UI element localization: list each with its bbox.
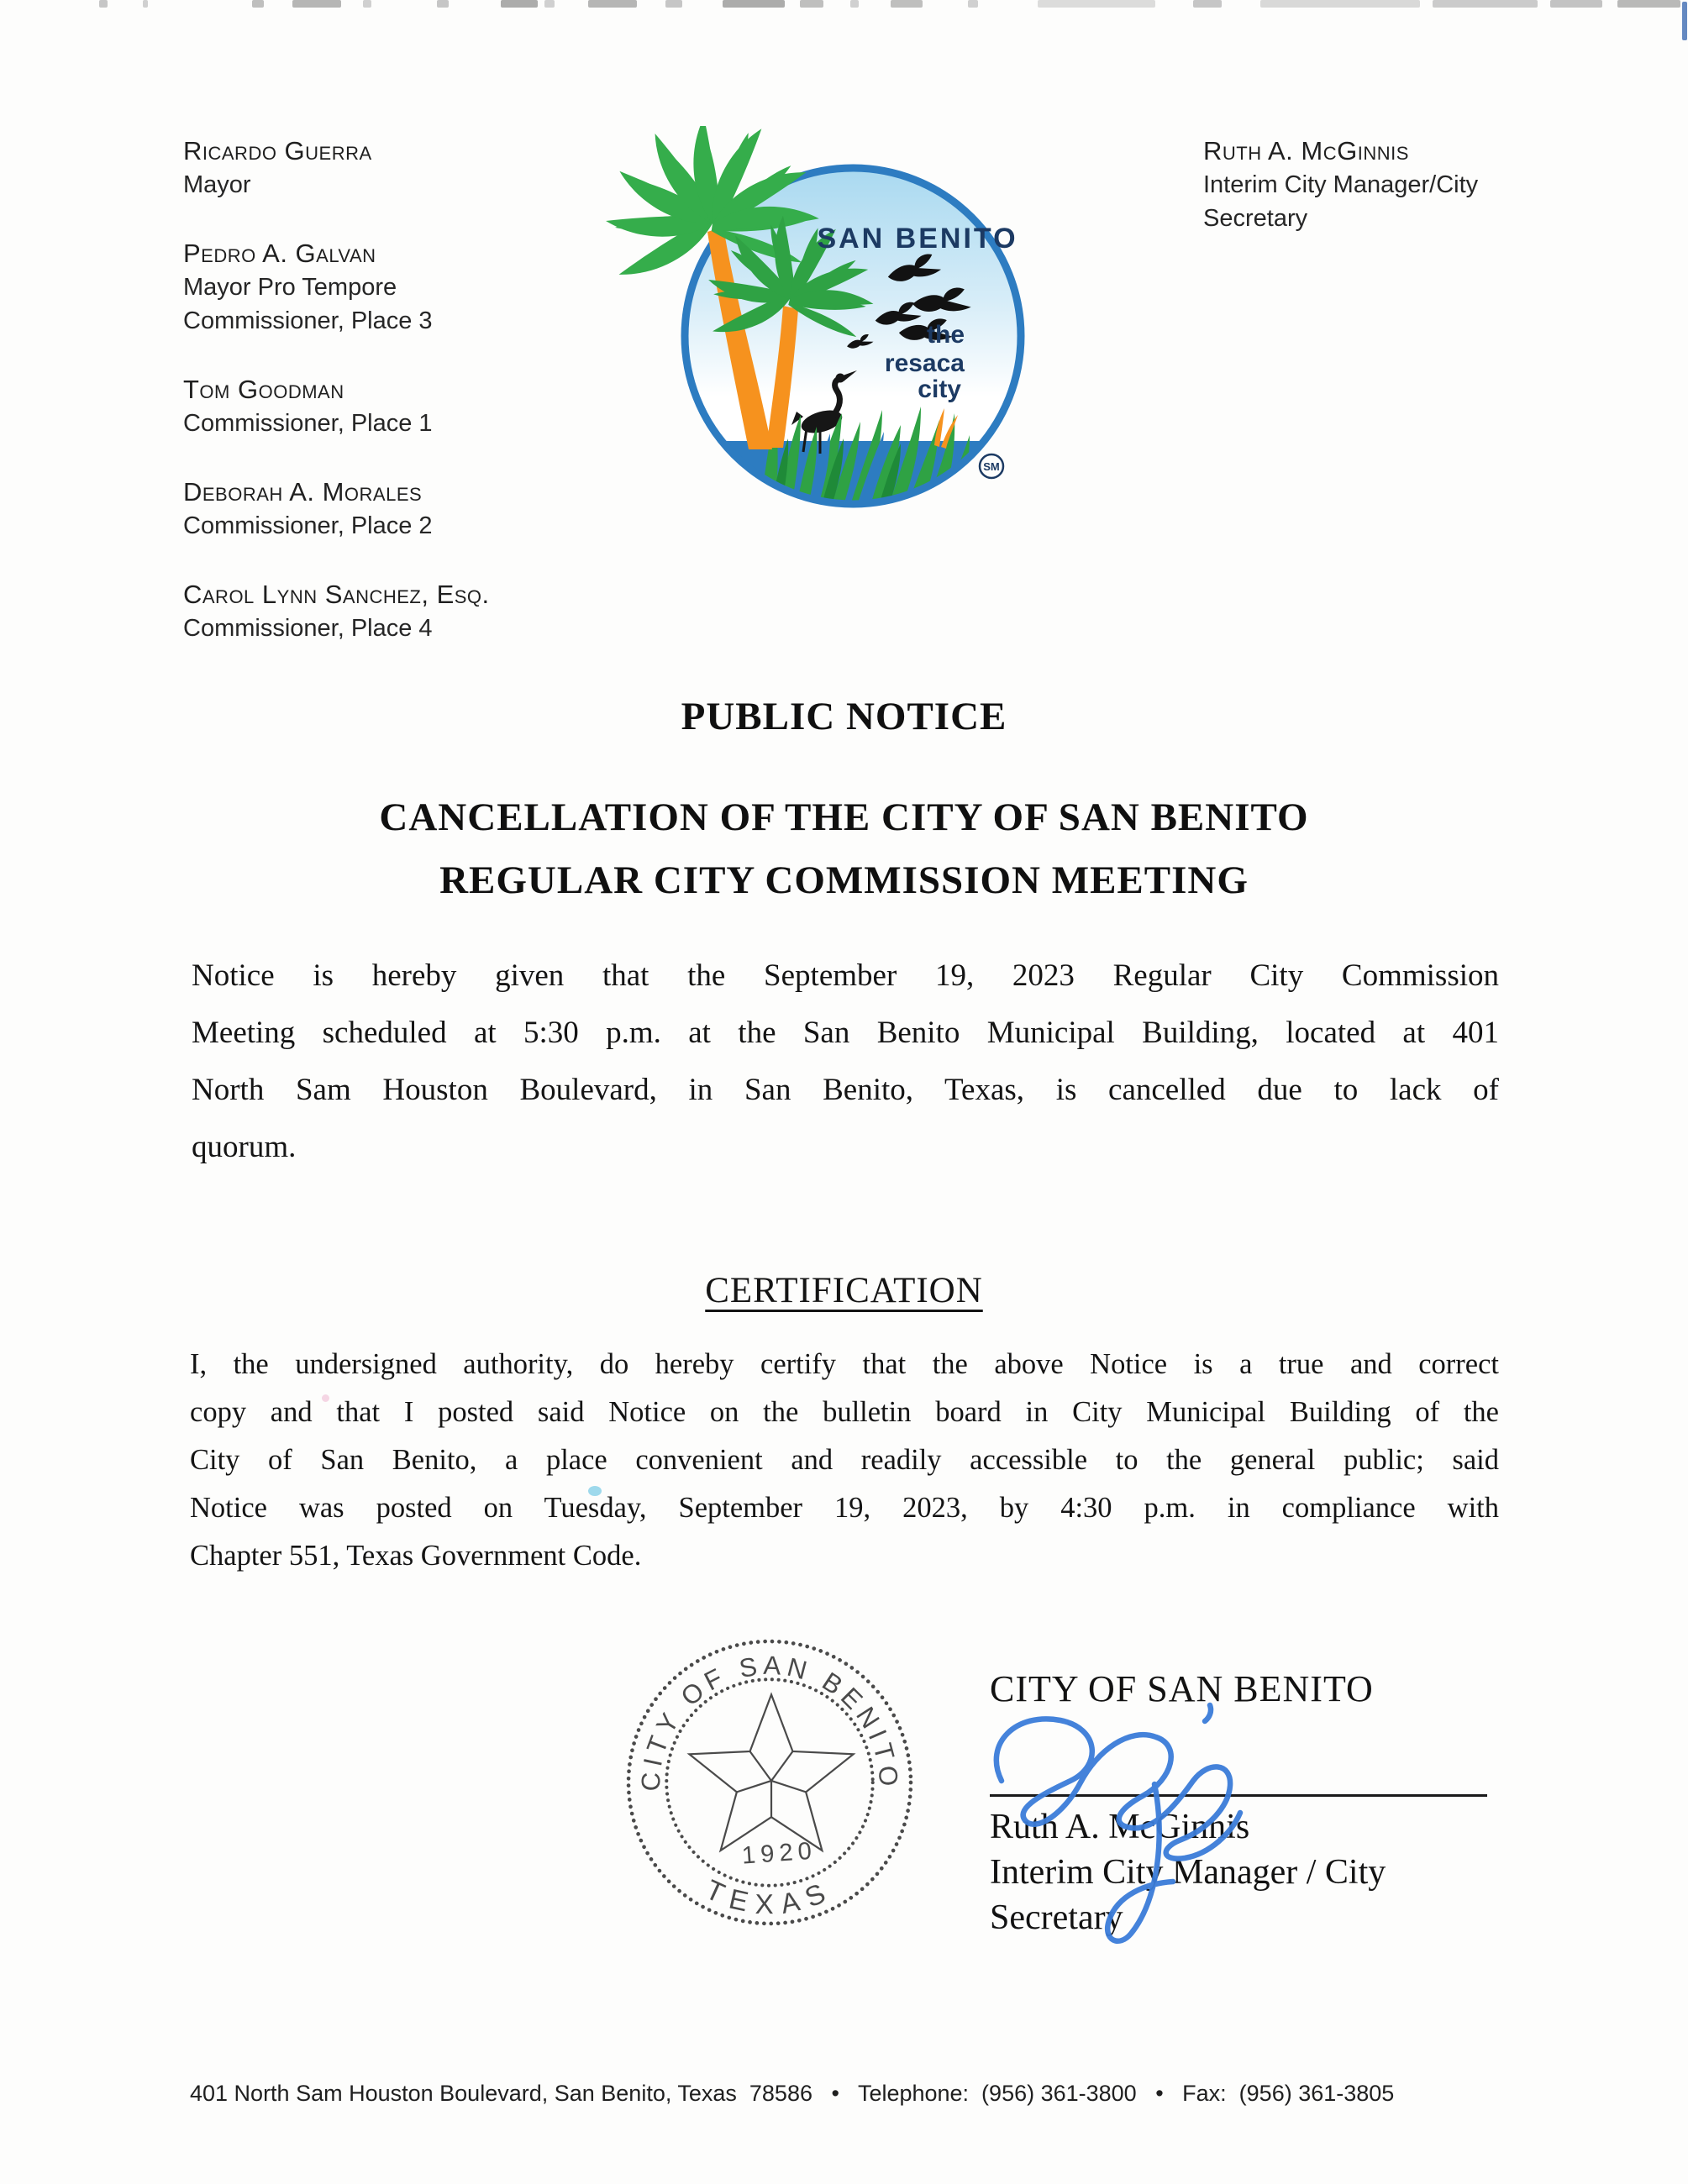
- svg-text:TEXAS: [701, 1874, 839, 1920]
- seal-ring-text-top: CITY OF SAN BENITO: [635, 1650, 904, 1793]
- notice-subtitle-line: CANCELLATION OF THE CITY OF SAN BENITO: [379, 795, 1309, 839]
- city-manager-block: [1203, 134, 1564, 235]
- official-place-2: [183, 475, 586, 543]
- notice-subtitle-line: REGULAR CITY COMMISSION MEETING: [439, 858, 1249, 902]
- official-title: Commissioner, Place 3: [183, 307, 433, 334]
- official-title: Mayor: [183, 171, 251, 198]
- signatory-title: Interim City Manager / City: [990, 1853, 1386, 1892]
- svg-text:city: city: [918, 375, 961, 403]
- official-title: Commissioner, Place 1: [183, 410, 433, 437]
- official-name: Carol Lynn Sanchez, Esq.: [183, 580, 490, 609]
- footer-address: 401 North Sam Houston Boulevard, San Benito, Texas 78586 • Telephone: (956) 361-3800 • Fax: (956) 361-3805: [190, 2081, 1395, 2106]
- manager-title: Secretary: [1203, 205, 1308, 232]
- svg-text:SM: SM: [983, 460, 1000, 473]
- signature-ink: [966, 1697, 1336, 1974]
- official-mayor-pro-tempore: [183, 237, 586, 338]
- official-name: Tom Goodman: [183, 375, 344, 404]
- official-name: Ricardo Guerra: [183, 136, 372, 165]
- official-place-4: [183, 578, 586, 645]
- svg-text:resaca: resaca: [884, 349, 965, 377]
- official-place-1: [183, 373, 586, 440]
- notice-body: Notice is hereby given that the September 19, 2023 Regular City Commission Meeting scheduled at 5:30 p.m. at the San Benito Municipal Building, located at 401 North Sam Houston Boulevard, in San Benito, Texas, is cancelled due to lack of quorum.: [192, 958, 1499, 1164]
- scan-artifact: [1682, 2, 1687, 40]
- official-name: Pedro A. Galvan: [183, 239, 376, 268]
- seal-outer-ring: [628, 1641, 911, 1924]
- notice-subtitle: [0, 786, 1688, 912]
- certification-heading: CERTIFICATION: [705, 1271, 983, 1310]
- scan-artifact-strip: [0, 0, 1688, 12]
- seal-ring-text-bottom: TEXAS: [700, 1874, 839, 1921]
- manager-name: Ruth A. McGinnis: [1203, 136, 1409, 165]
- official-title: Commissioner, Place 2: [183, 512, 433, 539]
- signature-org: CITY OF SAN BENITO: [990, 1668, 1374, 1709]
- official-title: Mayor Pro Tempore: [183, 274, 397, 301]
- service-mark: [980, 454, 1003, 478]
- seal-star-icon: [689, 1694, 853, 1851]
- official-mayor: [183, 134, 586, 202]
- signatory-name: Ruth A. McGinnis: [990, 1808, 1250, 1846]
- official-title: Commissioner, Place 4: [183, 615, 433, 642]
- officials-list: [183, 134, 586, 680]
- official-name: Deborah A. Morales: [183, 477, 423, 507]
- svg-text:CITY OF SAN BENITO: [636, 1651, 904, 1792]
- page-title: PUBLIC NOTICE: [681, 695, 1007, 738]
- signatory-title: Secretary: [990, 1898, 1123, 1937]
- logo-city-name: SAN BENITO: [817, 223, 1018, 255]
- certification-body: I, the undersigned authority, do hereby certify that the above Notice is a true and correct copy and that I posted said Notice on the bulletin board in City Municipal Building of the City of San Benito, a place convenient and readily accessible to the general public; said Notice was posted on Tuesday, September 19, 2023, by 4:30 p.m. in compliance with Chapter 551, Texas Government Code.: [190, 1348, 1499, 1572]
- city-logo: [605, 126, 1059, 529]
- svg-text:the: the: [927, 321, 965, 349]
- city-seal: [626, 1636, 913, 1929]
- seal-year: 1920: [740, 1837, 818, 1870]
- manager-title: Interim City Manager/City: [1203, 171, 1479, 198]
